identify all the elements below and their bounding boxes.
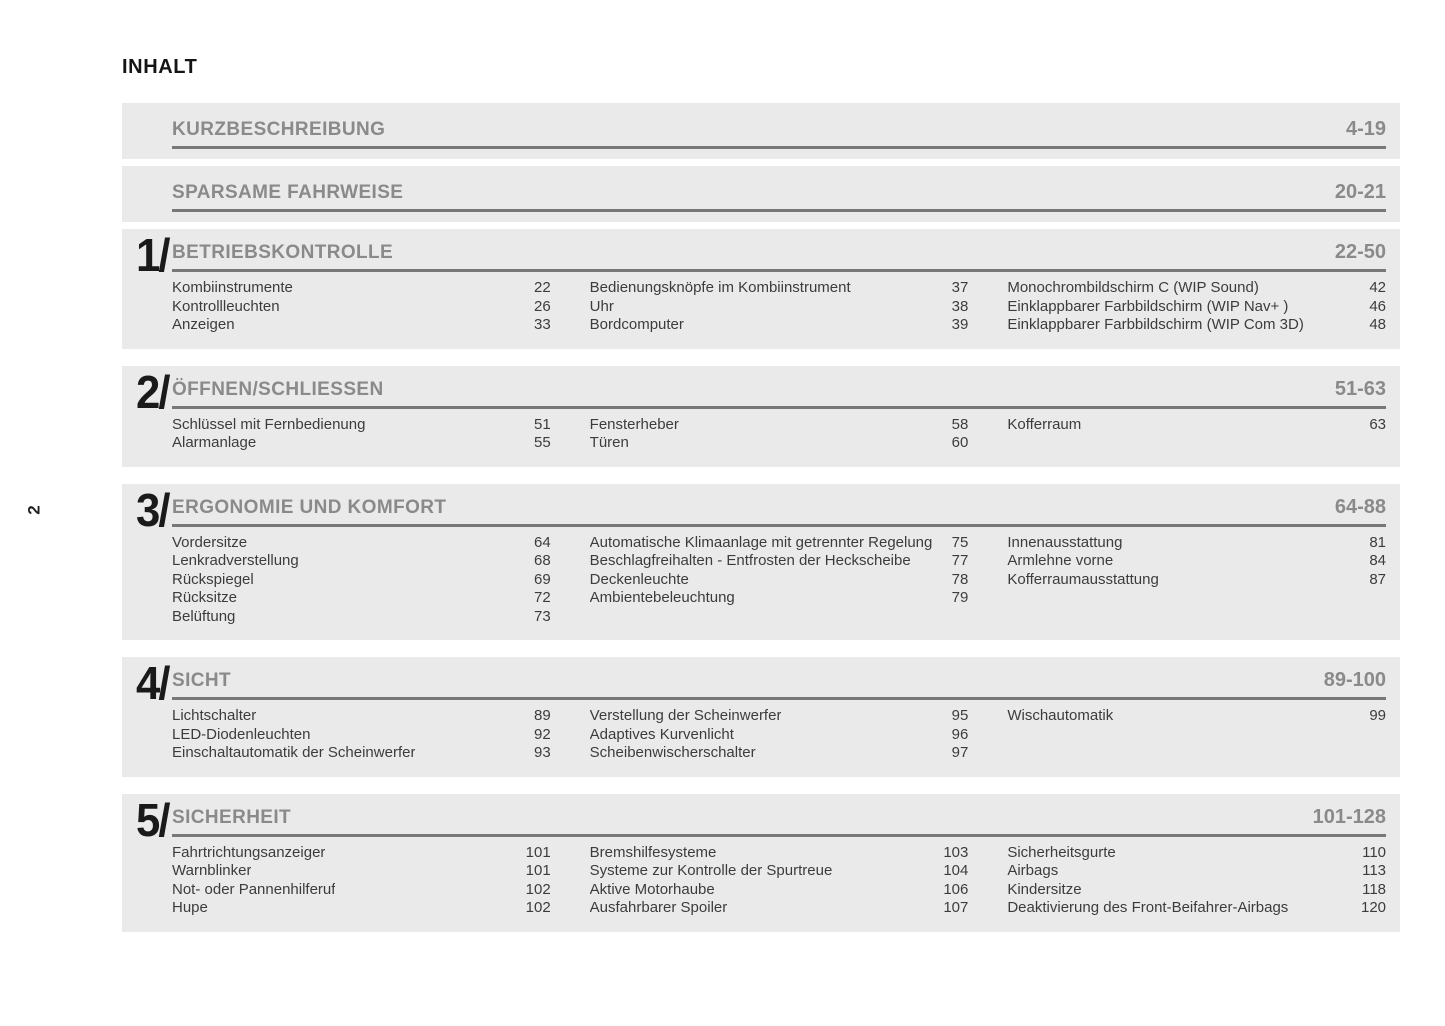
section-title-rule [172,181,1386,212]
section-title: KURZBESCHREIBUNG [172,119,386,140]
toc-entry [590,571,969,590]
toc-entry-label: Ambientebeleuchtung [589,589,735,606]
toc-entry-label: Automatische Klimaanlage mit getrennter Regelung [589,533,933,551]
toc-entry-page: 68 [533,552,551,569]
table-of-contents [122,103,1400,932]
toc-entry-label: Kindersitze [1007,880,1082,898]
toc-entry [1007,881,1386,900]
toc-entry-label: Warnblinker [172,862,252,879]
toc-entry [172,298,551,317]
toc-entry-label: Ausfahrbarer Spoiler [589,899,728,916]
toc-entry-page: 69 [533,570,551,588]
toc-entry-page: 75 [951,533,969,551]
toc-entry [590,316,969,335]
section-title: SICHERHEIT [172,806,292,828]
section-entry-columns [136,279,1386,335]
toc-entry-page: 33 [533,316,551,333]
toc-entry [172,881,551,900]
section-header [136,181,1386,212]
toc-entry [172,434,551,453]
toc-entry-label: Verstellung der Scheinwerfer [589,707,782,724]
toc-entry-label: Aktive Motorhaube [589,880,715,898]
toc-entry-page: 104 [943,862,969,879]
toc-entry-page: 42 [1369,279,1387,296]
entry-column [172,534,551,627]
toc-entry [590,534,969,553]
toc-entry [590,844,969,863]
toc-entry-label: Bedienungsknöpfe im Kombiinstrument [589,279,851,296]
section-number: 1/ [136,229,169,281]
toc-entry-label: Kofferraumausstattung [1007,570,1159,588]
toc-entry [172,707,551,726]
section-header [136,229,1386,281]
toc-entry-label: Sicherheitsgurte [1007,843,1116,861]
toc-entry [1007,279,1386,298]
toc-entry-page: 72 [533,589,551,606]
toc-entry-page: 95 [951,707,969,724]
toc-entry-label: Lichtschalter [172,707,257,724]
toc-section [122,366,1400,467]
toc-entry [172,316,551,335]
entry-column [172,844,551,918]
section-entry-columns [136,534,1386,627]
section-page-range: 20-21 [1334,181,1386,203]
entry-column [590,534,969,627]
toc-entry [590,589,969,608]
section-header [136,483,1386,536]
toc-entry-label: Bordcomputer [589,316,684,333]
section-page-range: 51-63 [1334,377,1386,400]
section-number: 2/ [136,365,169,418]
toc-entry [590,279,969,298]
section-header [136,793,1386,846]
toc-entry [590,899,969,918]
toc-entry-label: Bremshilfesysteme [589,843,717,861]
toc-entry-label: Rücksitze [172,589,238,606]
toc-entry-page: 110 [1362,843,1387,861]
toc-entry-page: 118 [1362,880,1387,898]
toc-entry-page: 39 [951,316,969,333]
toc-entry-label: Anzeigen [172,316,235,333]
toc-entry-label: Einklappbarer Farbbildschirm (WIP Com 3D) [1007,316,1304,333]
section-page-range: 22-50 [1334,241,1386,263]
section-number: 3/ [136,483,169,536]
toc-entry-page: 81 [1369,533,1387,551]
toc-entry [172,279,551,298]
entry-column [590,416,969,453]
toc-entry-label: Monochrombildschirm C (WIP Sound) [1007,279,1259,296]
entry-column [172,279,551,335]
toc-entry [1007,298,1386,317]
section-title: SPARSAME FAHRWEISE [172,182,404,203]
toc-entry-label: Belüftung [172,607,236,625]
toc-entry-label: Armlehne vorne [1007,552,1114,569]
toc-entry [590,707,969,726]
section-entry-columns [136,707,1386,763]
toc-entry [172,416,551,435]
section-title-rule [172,378,1386,409]
toc-entry-label: Kofferraum [1007,415,1082,433]
toc-entry-page: 48 [1369,316,1387,333]
toc-entry-label: LED-Diodenleuchten [172,725,311,743]
section-header [136,657,1386,709]
section-title: ERGONOMIE UND KOMFORT [172,496,447,518]
section-title-rule [172,669,1386,700]
toc-entry-label: Fahrtrichtungsanzeiger [172,843,326,861]
toc-entry [590,416,969,435]
toc-entry-label: Innenausstattung [1007,533,1123,551]
entry-column [1007,707,1386,763]
toc-entry-label: Fensterheber [589,415,679,433]
section-number: 4/ [136,657,169,709]
toc-entry-page: 26 [533,297,551,315]
toc-entry [1007,552,1386,571]
section-number: 5/ [136,793,169,846]
toc-entry-label: Rückspiegel [172,570,254,588]
toc-entry [1007,862,1386,881]
toc-entry [172,534,551,553]
toc-entry-page: 103 [943,843,969,861]
toc-entry-label: Beschlagfreihalten - Entfrosten der Heckscheibe [589,552,911,569]
toc-section [122,166,1400,222]
entry-column [1007,416,1386,453]
toc-section [122,103,1400,159]
toc-entry-page: 101 [525,843,551,861]
entry-column [1007,844,1386,918]
toc-entry-page: 22 [533,279,551,296]
toc-entry-label: Alarmanlage [172,434,257,451]
toc-entry [172,571,551,590]
toc-entry-page: 58 [951,415,969,433]
toc-entry [1007,707,1386,726]
toc-entry-page: 51 [533,415,551,433]
toc-entry [590,434,969,453]
toc-entry [590,862,969,881]
toc-entry-label: Systeme zur Kontrolle der Spurtreue [589,862,833,879]
toc-entry [590,552,969,571]
toc-section [122,229,1400,349]
entry-column [590,844,969,918]
toc-entry [172,844,551,863]
section-title-rule [172,118,1386,149]
toc-entry-page: 113 [1362,862,1387,879]
toc-entry-page: 79 [951,589,969,606]
toc-entry-page: 120 [1360,899,1387,916]
toc-entry [172,589,551,608]
toc-entry-label: Lenkradverstellung [172,552,299,569]
toc-entry-label: Scheibenwischerschalter [589,744,756,761]
toc-entry-page: 37 [951,279,969,296]
toc-entry-page: 101 [525,862,551,879]
toc-entry [590,298,969,317]
toc-entry-label: Vordersitze [172,533,248,551]
section-title-rule [172,806,1386,837]
toc-entry-page: 64 [533,533,551,551]
page-title: INHALT [122,56,198,78]
side-page-number: 2 [24,505,44,515]
toc-entry-page: 102 [525,899,551,916]
entry-column [590,707,969,763]
toc-entry [590,881,969,900]
toc-entry [1007,571,1386,590]
toc-entry-page: 84 [1369,552,1387,569]
section-title: BETRIEBSKONTROLLE [172,242,394,263]
toc-entry-label: Einklappbarer Farbbildschirm (WIP Nav+ ) [1007,297,1289,315]
toc-entry-page: 63 [1369,415,1387,433]
toc-entry [1007,534,1386,553]
toc-entry [172,552,551,571]
toc-entry-page: 87 [1369,570,1387,588]
section-page-range: 4-19 [1345,118,1386,140]
toc-entry [172,899,551,918]
toc-entry-page: 93 [533,744,551,761]
toc-entry-label: Wischautomatik [1007,707,1114,724]
section-title-rule [172,241,1386,272]
toc-entry-label: Adaptives Kurvenlicht [589,725,734,743]
toc-section [122,484,1400,641]
toc-entry-page: 46 [1369,297,1387,315]
toc-entry-label: Airbags [1007,862,1059,879]
toc-entry-label: Hupe [172,899,208,916]
toc-entry-page: 106 [943,880,969,898]
section-entry-columns [136,844,1386,918]
section-page-range: 101-128 [1312,805,1386,828]
toc-entry-page: 92 [533,725,551,743]
toc-entry-page: 78 [951,570,969,588]
entry-column [590,279,969,335]
toc-entry-page: 99 [1369,707,1387,724]
toc-entry-page: 73 [533,607,551,625]
toc-entry-label: Einschaltautomatik der Scheinwerfer [172,744,416,761]
toc-section [122,657,1400,777]
toc-entry-page: 77 [951,552,969,569]
section-header [136,118,1386,149]
toc-entry-label: Kontrollleuchten [172,297,280,315]
toc-entry [172,862,551,881]
section-page-range: 64-88 [1334,495,1386,518]
toc-entry-page: 97 [951,744,969,761]
toc-entry-label: Not- oder Pannenhilferuf [172,880,336,898]
toc-entry-label: Türen [589,434,629,451]
toc-entry-label: Kombiinstrumente [172,279,293,296]
toc-entry-page: 38 [951,297,969,315]
toc-entry [1007,416,1386,435]
section-title: ÖFFNEN/SCHLIESSEN [172,378,384,400]
toc-entry-page: 60 [951,434,969,451]
section-title-rule [172,496,1386,527]
toc-section [122,794,1400,932]
section-entry-columns [136,416,1386,453]
toc-entry [1007,844,1386,863]
section-header [136,365,1386,418]
toc-entry [590,744,969,763]
toc-entry [590,726,969,745]
entry-column [1007,534,1386,627]
toc-entry-label: Schlüssel mit Fernbedienung [172,415,366,433]
entry-column [172,707,551,763]
toc-entry-page: 96 [951,725,969,743]
toc-entry-page: 55 [533,434,551,451]
toc-entry-page: 89 [533,707,551,724]
toc-entry [172,744,551,763]
toc-entry [172,726,551,745]
toc-entry-label: Deckenleuchte [589,570,689,588]
toc-entry-label: Uhr [589,297,614,315]
section-title: SICHT [172,670,231,691]
toc-entry-label: Deaktivierung des Front-Beifahrer-Airbags [1007,899,1289,916]
toc-entry [172,608,551,627]
toc-entry-page: 102 [525,880,551,898]
toc-entry-page: 107 [943,899,969,916]
section-page-range: 89-100 [1323,669,1386,691]
entry-column [172,416,551,453]
toc-entry [1007,899,1386,918]
toc-entry [1007,316,1386,335]
entry-column [1007,279,1386,335]
